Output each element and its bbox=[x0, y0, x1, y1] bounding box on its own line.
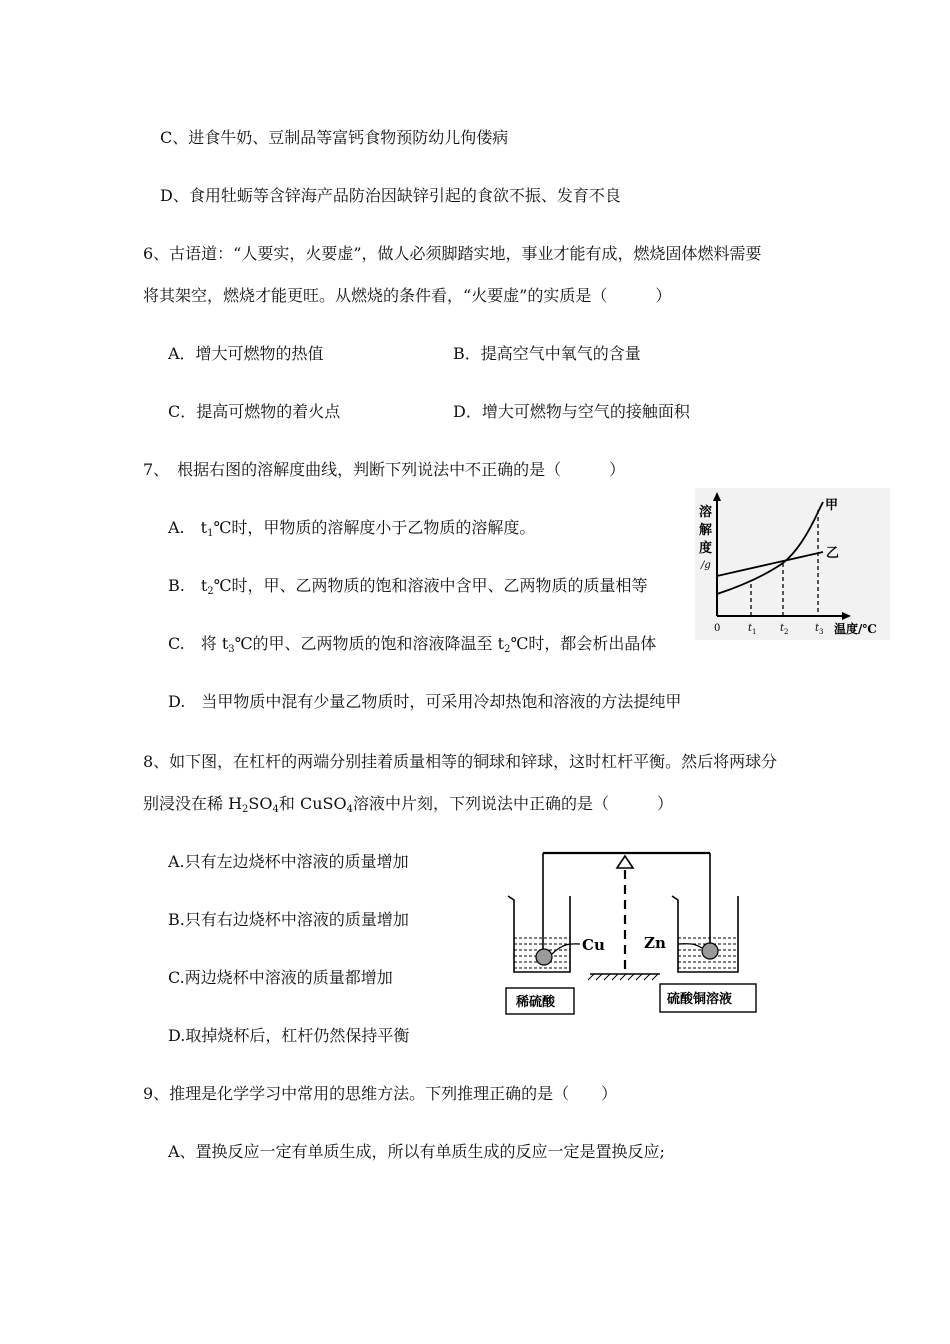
q5-option-c: C、进食牛奶、豆制品等富钙食物预防幼儿佝偻病 bbox=[160, 128, 509, 147]
copper-ball bbox=[536, 949, 552, 965]
q8-stem-line1: 8、如下图，在杠杆的两端分别挂着质量相等的铜球和锌球，这时杠杆平衡。然后将两球分 bbox=[143, 752, 778, 771]
q6-stem-line2: 将其架空，燃烧才能更旺。从燃烧的条件看，“火要虚”的实质是（ ） bbox=[143, 286, 672, 305]
q7-option-c: C. 将 $t_3℃$的甲、乙两物质的饱和溶液降温至 $t_2℃$时，都会析出晶体 bbox=[168, 634, 657, 655]
q6-option-d: D．增大可燃物与空气的接触面积 bbox=[453, 402, 690, 421]
graph-origin: 0 bbox=[714, 623, 721, 634]
q9-option-a: A、置换反应一定有单质生成，所以有单质生成的反应一定是置换反应; bbox=[168, 1142, 665, 1161]
q8-option-b: B.只有右边烧杯中溶液的质量增加 bbox=[168, 910, 409, 929]
q6-option-c: C．提高可燃物的着火点 bbox=[168, 402, 341, 421]
zinc-ball bbox=[702, 943, 718, 959]
q7-stem: 7、 根据右图的溶解度曲线，判断下列说法中不正确的是（ ） bbox=[143, 460, 626, 479]
graph-tick-t1: t bbox=[748, 623, 753, 634]
curve-jia-label: 甲 bbox=[825, 498, 839, 513]
left-beaker-label: 稀硫酸 bbox=[516, 995, 556, 1010]
graph-ylabel-char-2: 解 bbox=[699, 523, 713, 538]
graph-tick-t2-sub: 2 bbox=[784, 628, 789, 636]
graph-tick-t1-sub: 1 bbox=[752, 628, 757, 636]
q7-option-d: D. 当甲物质中混有少量乙物质时，可采用冷却热饱和溶液的方法提纯甲 bbox=[168, 692, 682, 711]
cu-label: Cu bbox=[582, 936, 605, 954]
q5-option-d: D、食用牡蛎等含锌海产品防治因缺锌引起的食欲不振、发育不良 bbox=[160, 186, 621, 205]
q6-option-b: B．提高空气中氧气的含量 bbox=[453, 344, 641, 363]
ground-hatching bbox=[588, 974, 658, 980]
graph-ylabel-unit: /g bbox=[701, 560, 711, 571]
q8-option-d: D.取掉烧杯后，杠杆仍然保持平衡 bbox=[168, 1026, 410, 1045]
q9-stem: 9、推理是化学学习中常用的思维方法。下列推理正确的是（ ） bbox=[143, 1084, 618, 1103]
q7-option-b: B. $t_2℃$时，甲、乙两物质的饱和溶液中含甲、乙两物质的质量相等 bbox=[168, 576, 648, 597]
right-beaker-label: 硫酸铜溶液 bbox=[667, 992, 733, 1007]
q8-stem-line2: 别浸没在稀 $H_2SO_4$和 CuSO$_4$溶液中片刻，下列说法中正确的是（ ） bbox=[143, 794, 673, 815]
graph-tick-t2: t bbox=[780, 623, 785, 634]
lever-beaker-figure bbox=[498, 848, 778, 1020]
graph-ylabel-char-1: 溶 bbox=[699, 505, 713, 520]
fulcrum bbox=[617, 856, 633, 868]
curve-yi-label: 乙 bbox=[826, 546, 840, 561]
q6-option-a: A．增大可燃物的热值 bbox=[168, 344, 324, 363]
graph-tick-t3: t bbox=[815, 623, 820, 634]
graph-tick-t3-sub: 3 bbox=[819, 628, 824, 636]
q6-stem-line1: 6、古语道：“人要实，火要虚”，做人必须脚踏实地，事业才能有成，燃烧固体燃料需要 bbox=[143, 244, 762, 263]
q8-option-a: A.只有左边烧杯中溶液的质量增加 bbox=[168, 852, 409, 871]
q8-option-c: C.两边烧杯中溶液的质量都增加 bbox=[168, 968, 393, 987]
graph-ylabel-char-3: 度 bbox=[699, 541, 713, 556]
zn-label: Zn bbox=[644, 934, 666, 952]
graph-xlabel: 温度/℃ bbox=[834, 622, 877, 636]
solubility-graph bbox=[695, 488, 890, 640]
cu-pointer bbox=[552, 944, 580, 954]
q7-option-a: A. $t_1℃$时，甲物质的溶解度小于乙物质的溶解度。 bbox=[168, 518, 536, 539]
right-beaker bbox=[672, 896, 738, 972]
